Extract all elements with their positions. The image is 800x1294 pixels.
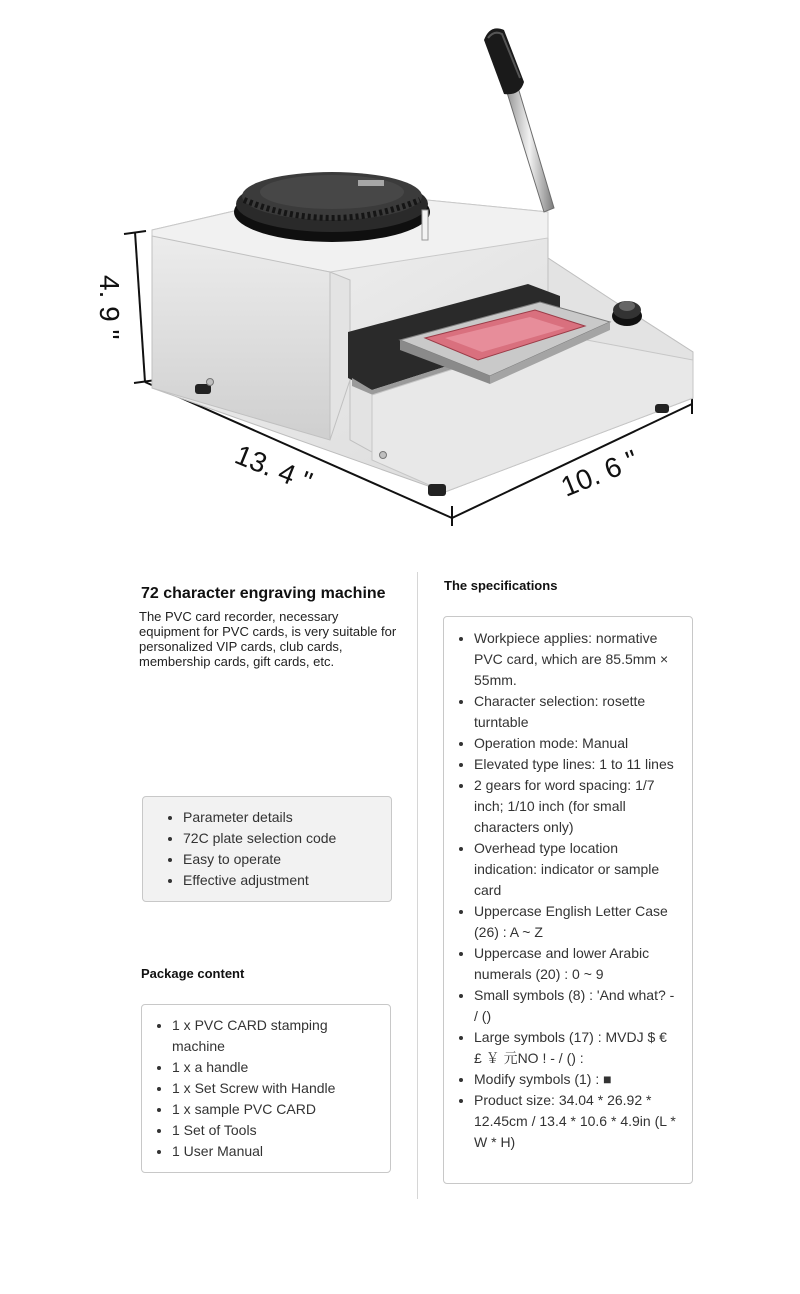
product-description: The PVC card recorder, necessary equipment for PVC cards, is very suitable for personalized VIP cards, club cards, membership cards, gift cards, etc. — [139, 609, 397, 669]
package-heading: Package content — [141, 966, 245, 981]
parameter-list-box — [142, 796, 392, 902]
list-item: • 1 x sample PVC CARD — [172, 1099, 374, 1120]
list-item: • 1 x Set Screw with Handle — [172, 1078, 374, 1099]
length-dimension-label: 13. 4 " — [230, 438, 317, 498]
column-divider — [417, 572, 418, 1199]
list-item: • Uppercase English Letter Case (26) : A ~ Z — [474, 901, 678, 943]
list-item: • Elevated type lines: 1 to 11 lines — [474, 754, 678, 775]
list-item: • Effective adjustment — [183, 870, 391, 891]
list-item: • Easy to operate — [183, 849, 391, 870]
parameter-list — [143, 797, 391, 891]
height-dimension-label: 4. 9 " — [94, 275, 125, 340]
product-image — [0, 0, 800, 560]
character-dial — [234, 172, 430, 242]
list-item: • Large symbols (17) : MVDJ $ € £ ￥ 元NO ! - / () : — [474, 1027, 678, 1069]
package-list — [142, 1005, 390, 1162]
specifications-list — [444, 617, 692, 1153]
list-item: • Character selection: rosette turntable — [474, 691, 678, 733]
lever-handle — [484, 28, 554, 212]
product-title: 72 character engraving machine — [141, 585, 386, 602]
list-item: • Operation mode: Manual — [474, 733, 678, 754]
list-item: • 1 x a handle — [172, 1057, 374, 1078]
specifications-heading: The specifications — [444, 578, 558, 593]
adjustment-knob — [612, 301, 642, 326]
list-item: • Small symbols (8) : 'And what? - / () — [474, 985, 678, 1027]
package-list-box — [141, 1004, 391, 1173]
list-item: • 1 x PVC CARD stamping machine — [172, 1015, 374, 1057]
list-item: • 1 User Manual — [172, 1141, 374, 1162]
list-item: • 1 Set of Tools — [172, 1120, 374, 1141]
list-item: • 72C plate selection code — [183, 828, 391, 849]
specifications-box — [443, 616, 693, 1184]
list-item: • Uppercase and lower Arabic numerals (20) : 0 ~ 9 — [474, 943, 678, 985]
list-item: • 2 gears for word spacing: 1/7 inch; 1/10 inch (for small characters only) — [474, 775, 678, 838]
width-dimension-label: 10. 6 " — [556, 443, 643, 503]
list-item: • Parameter details — [183, 807, 391, 828]
list-item: • Workpiece applies: normative PVC card, which are 85.5mm × 55mm. — [474, 628, 678, 691]
list-item: • Product size: 34.04 * 26.92 * 12.45cm / 13.4 * 10.6 * 4.9in (L * W * H) — [474, 1090, 678, 1153]
list-item: • Modify symbols (1) : ■ — [474, 1069, 678, 1090]
product-overview — [138, 585, 398, 669]
list-item: • Overhead type location indication: indicator or sample card — [474, 838, 678, 901]
